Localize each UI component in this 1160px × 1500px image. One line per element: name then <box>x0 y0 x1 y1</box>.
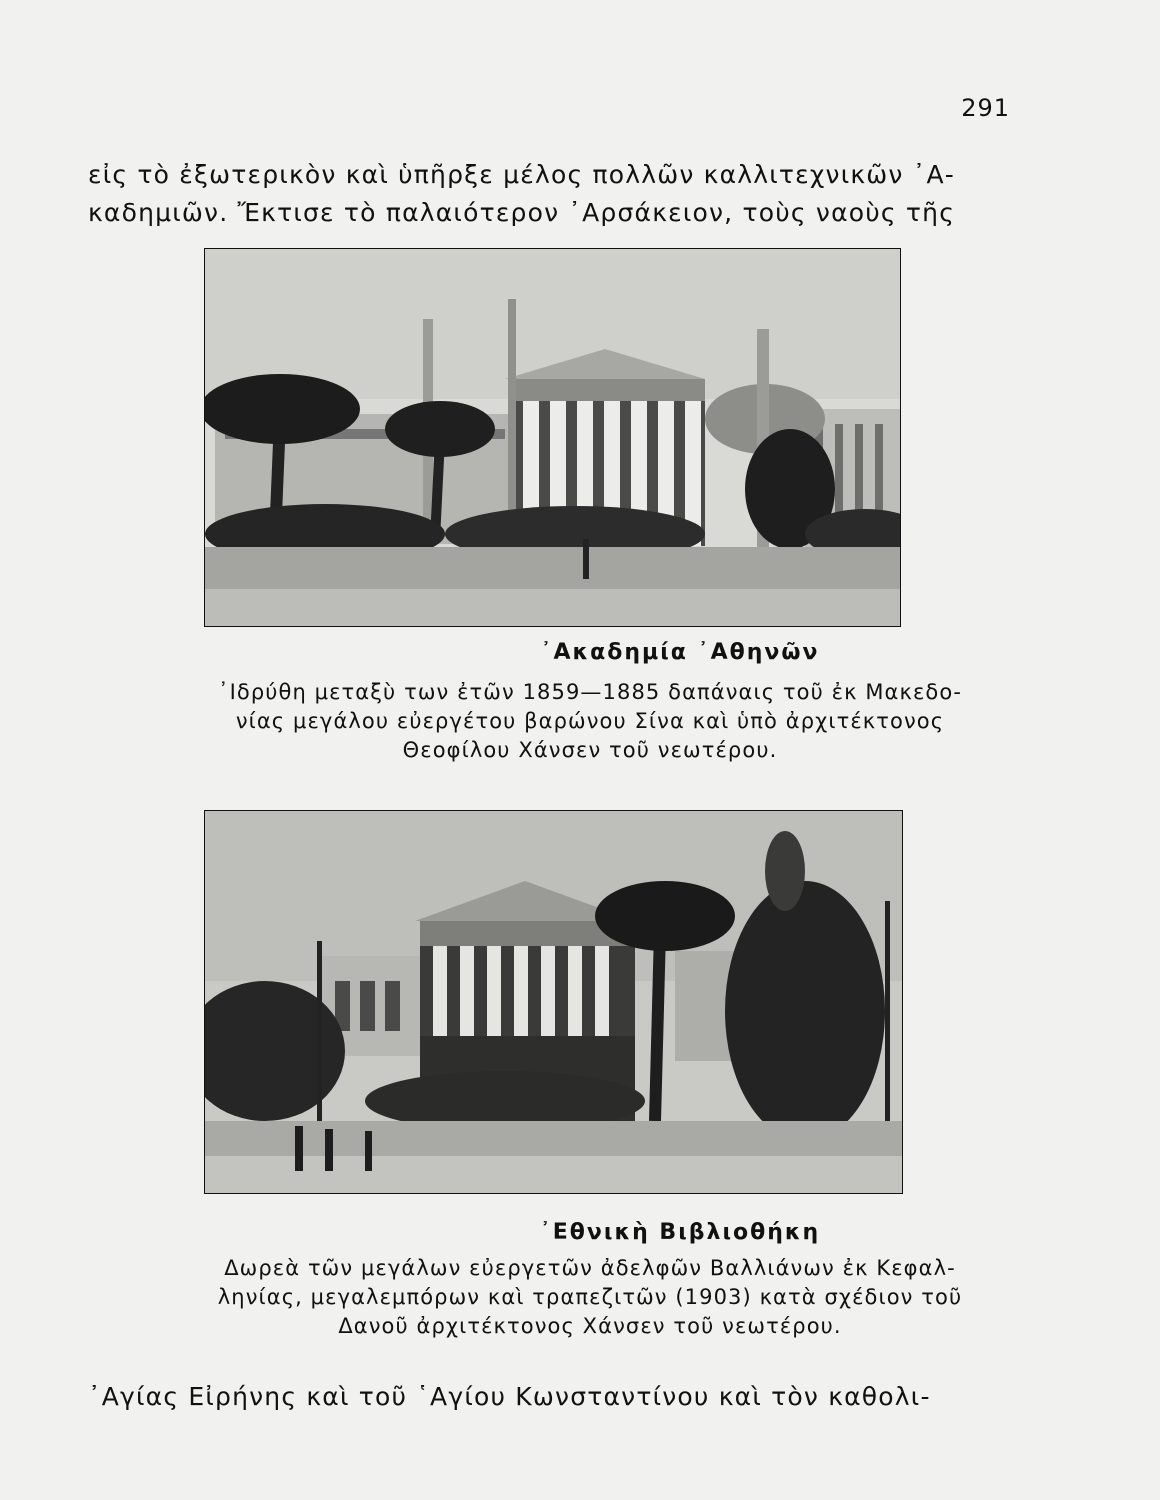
figure1-caption <box>110 678 1070 765</box>
figure2-title: ᾿Εθνικὴ Βιβλιοθήκη <box>539 1220 821 1245</box>
photo-academy-of-athens <box>204 248 901 627</box>
caption-line: ᾿Ιδρύθη μεταξὺ των ἐτῶν 1859—1885 δαπάναις τοῦ ἐκ Μακεδο- <box>217 680 962 704</box>
figure1-title: ᾿Ακαδημία ᾿Αθηνῶν <box>540 640 820 665</box>
page-number: 291 <box>961 94 1010 122</box>
body-text-bottom: ᾿Αγίας Εἰρήνης καὶ τοῦ ῾Αγίου Κωνσταντίνου καὶ τὸν καθολι- <box>88 1382 931 1411</box>
caption-line: ληνίας, μεγαλεμπόρων καὶ τραπεζιτῶν (1903) κατὰ σχέδιον τοῦ <box>217 1285 963 1309</box>
photo-national-library <box>204 810 903 1194</box>
caption-line: νίας μεγάλου εὐεργέτου βαρώνου Σίνα καὶ ὑπὸ ἀρχιτέκτονος <box>235 709 945 733</box>
figure2-caption <box>110 1254 1070 1341</box>
caption-line: Δανοῦ ἀρχιτέκτονος Χάνσεν τοῦ νεωτέρου. <box>338 1314 842 1338</box>
body-text-top <box>88 156 1000 232</box>
text-line: εἰς τὸ ἐξωτερικὸν καὶ ὑπῆρξε μέλος πολλῶν καλλιτεχνικῶν ᾿Α- <box>88 160 955 189</box>
caption-line: Θεοφίλου Χάνσεν τοῦ νεωτέρου. <box>402 738 778 762</box>
caption-line: Δωρεὰ τῶν μεγάλων εὐεργετῶν ἀδελφῶν Βαλλιάνων ἐκ Κεφαλ- <box>224 1256 956 1280</box>
text-line: καδημιῶν. Ἔκτισε τὸ παλαιότερον ᾿Αρσάκειον, τοὺς ναοὺς τῆς <box>88 198 956 227</box>
